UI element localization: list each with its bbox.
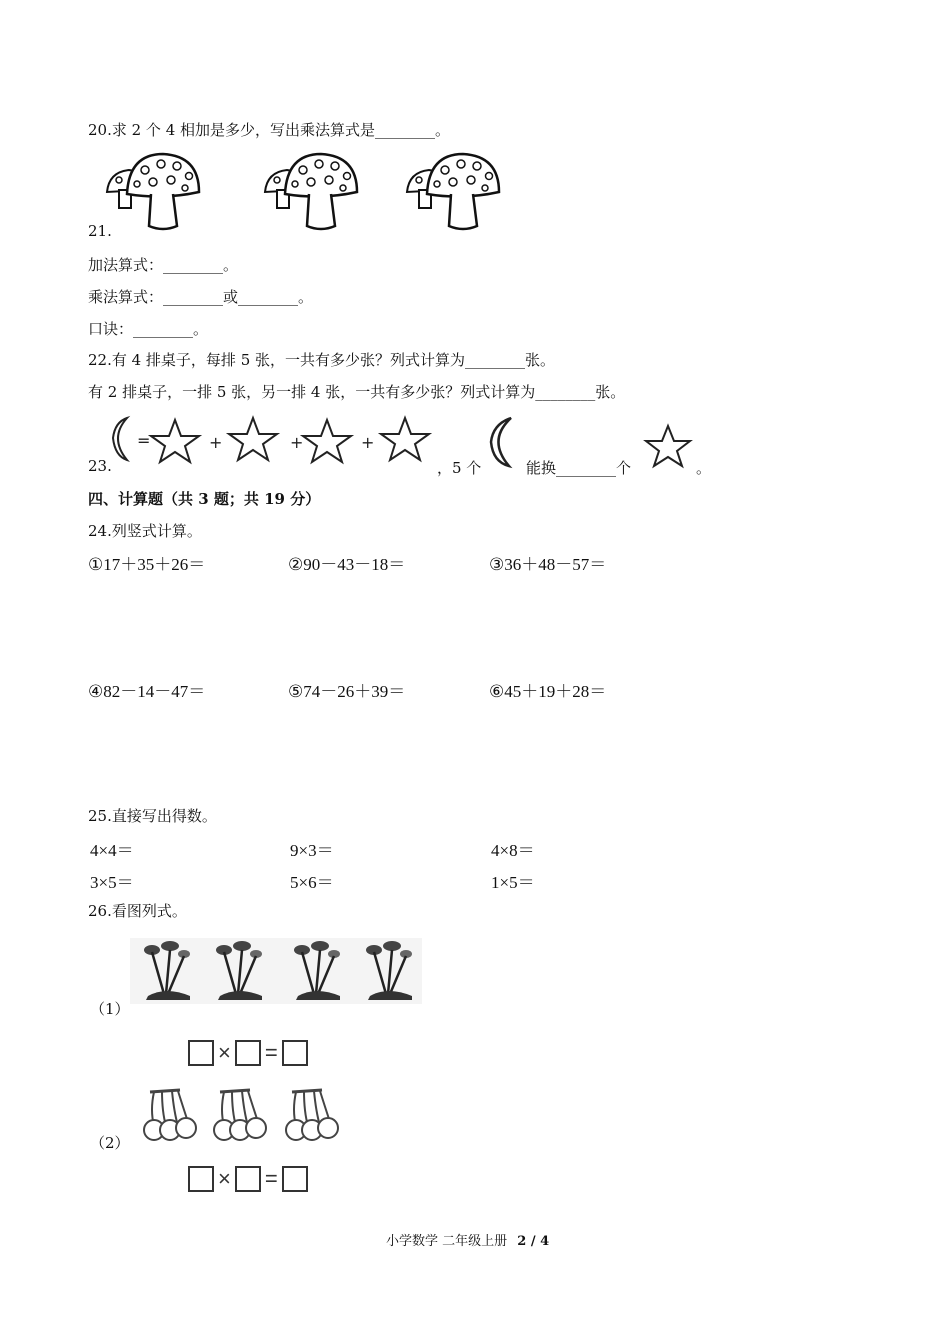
question-20: 20.求 2 个 4 相加是多少，写出乘法算式是________。 (88, 121, 451, 139)
question-21-multiplication: 乘法算式：________或________。 (88, 288, 314, 306)
moon-icon (485, 414, 521, 470)
times-sign: × (218, 1166, 231, 1191)
q25-item-1: 4×4＝ (90, 841, 134, 860)
question-26-title: 26.看图列式。 (88, 902, 187, 920)
times-sign: × (218, 1040, 231, 1065)
q26-part2-label: （2） (90, 1134, 130, 1152)
footer-subject: 小学数学 二年级上册 (386, 1234, 508, 1249)
question-21-rhyme: 口诀：________。 (88, 320, 209, 338)
question-25-title: 25.直接写出得数。 (88, 807, 217, 825)
question-23-end: 。 (696, 459, 712, 477)
section-4-heading: 四、计算题（共 3 题；共 19 分） (88, 490, 321, 508)
flowers-image (130, 938, 422, 1004)
svg-text:+: + (361, 433, 375, 452)
question-22-line1: 22.有 4 排桌子，每排 5 张，一共有多少张？列式计算为________张。 (88, 351, 556, 369)
q25-item-3: 4×8＝ (491, 841, 535, 860)
question-21-number: 21. (88, 222, 112, 240)
question-23-number: 23. (88, 457, 112, 475)
q25-item-5: 5×6＝ (290, 873, 334, 892)
q24-item-6: ⑥45＋19＋28＝ (489, 682, 607, 701)
moon-icon (113, 418, 127, 460)
q24-item-3: ③36＋48－57＝ (489, 555, 607, 574)
equals-sign: = (264, 1166, 278, 1191)
footer-page-number: 2 / 4 (517, 1234, 550, 1249)
question-22-line2: 有 2 排桌子，一排 5 张，另一排 4 张，一共有多少张？列式计算为________张。 (88, 383, 626, 401)
q24-item-2: ②90－43－18＝ (288, 555, 406, 574)
moon-equals-four-stars (105, 412, 435, 468)
q24-item-4: ④82－14－47＝ (88, 682, 206, 701)
star-icon (229, 418, 277, 460)
q25-item-6: 1×5＝ (491, 873, 535, 892)
page-footer (386, 1230, 549, 1249)
question-24-title: 24.列竖式计算。 (88, 522, 202, 540)
answer-box[interactable] (235, 1166, 261, 1192)
star-icon (151, 420, 199, 462)
q25-item-2: 9×3＝ (290, 841, 334, 860)
star-icon (645, 424, 691, 468)
q25-item-4: 3×5＝ (90, 873, 134, 892)
svg-text:+: + (209, 433, 223, 452)
answer-box[interactable] (282, 1166, 308, 1192)
question-23-text1: ，5 个 (437, 459, 482, 477)
answer-box[interactable] (235, 1040, 261, 1066)
q26-part1-equation (188, 1040, 308, 1066)
star-icon (381, 418, 429, 460)
svg-text:+: + (290, 433, 304, 452)
q24-item-5: ⑤74－26＋39＝ (288, 682, 406, 701)
star-icon (303, 420, 351, 462)
q26-part2-equation (188, 1166, 308, 1192)
question-23-text2: 能换________个 (526, 459, 632, 477)
question-21-addition: 加法算式：________。 (88, 256, 239, 274)
answer-box[interactable] (188, 1040, 214, 1066)
cherries-image (140, 1088, 345, 1142)
mushroom-group (105, 150, 525, 232)
q24-item-1: ①17＋35＋26＝ (88, 555, 206, 574)
q26-part1-label: （1） (90, 1000, 130, 1018)
answer-box[interactable] (282, 1040, 308, 1066)
answer-box[interactable] (188, 1166, 214, 1192)
equals-sign: = (264, 1040, 278, 1065)
svg-text:=: = (137, 431, 151, 450)
